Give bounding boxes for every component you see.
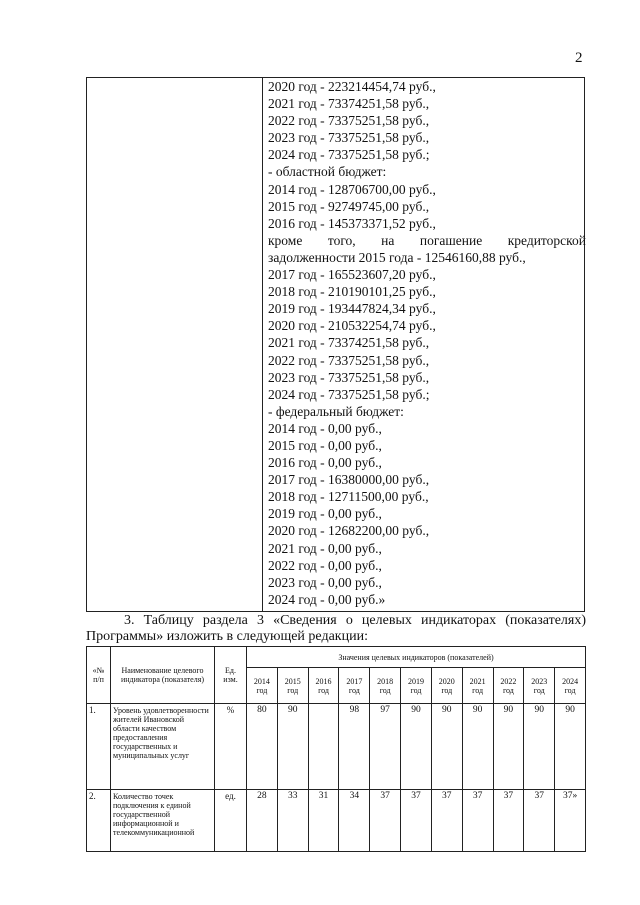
funding-line: 2023 год - 73375251,58 руб.,	[268, 130, 430, 146]
indicator-value: 31	[308, 790, 339, 852]
indicator-value: 90	[493, 704, 524, 790]
funding-line: кроме того, на погашение кредиторской	[268, 232, 586, 248]
funding-line: задолженности 2015 года - 12546160,88 руб.,	[268, 249, 526, 265]
year-header: 2022 год	[493, 668, 524, 704]
funding-line: 2020 год - 12682200,00 руб.,	[268, 523, 430, 539]
funding-line: 2017 год - 165523607,20 руб.,	[268, 267, 436, 283]
funding-line: 2019 год - 193447824,34 руб.,	[268, 301, 436, 317]
funding-line: 2024 год - 73375251,58 руб.;	[268, 386, 430, 402]
column-divider	[262, 78, 263, 611]
funding-line: 2016 год - 0,00 руб.,	[268, 455, 382, 471]
indicator-value: 37	[370, 790, 401, 852]
funding-line: 2022 год - 73375251,58 руб.,	[268, 352, 430, 368]
year-header: 2020 год	[431, 668, 462, 704]
year-header: 2015 год	[277, 668, 308, 704]
indicator-value: 37	[493, 790, 524, 852]
indicator-value: 90	[462, 704, 493, 790]
section-paragraph	[86, 613, 586, 645]
indicator-value: 98	[339, 704, 370, 790]
funding-line: 2015 год - 92749745,00 руб.,	[268, 198, 430, 214]
funding-line: 2018 год - 12711500,00 руб.,	[268, 489, 429, 505]
funding-line: 2017 год - 16380000,00 руб.,	[268, 472, 430, 488]
header-name: Наименование целевого индикатора (показателя)	[111, 647, 215, 704]
indicator-value: 90	[555, 704, 586, 790]
indicator-value: 37	[401, 790, 432, 852]
year-header: 2024 год	[555, 668, 586, 704]
indicator-unit: %	[215, 704, 247, 790]
indicators-table	[86, 646, 586, 852]
funding-line: - федеральный бюджет:	[268, 403, 404, 419]
row-num: 1.	[87, 704, 111, 790]
funding-line: 2019 год - 0,00 руб.,	[268, 506, 382, 522]
funding-line: 2014 год - 0,00 руб.,	[268, 420, 382, 436]
year-header: 2023 год	[524, 668, 555, 704]
year-header: 2018 год	[370, 668, 401, 704]
indicator-name: Количество точек подключения к единой государственной информационной и телекоммуникационной	[111, 790, 215, 852]
funding-line: 2024 год - 73375251,58 руб.;	[268, 147, 430, 163]
table-header-row	[87, 647, 586, 668]
funding-line: 2018 год - 210190101,25 руб.,	[268, 284, 436, 300]
indicator-name: Уровень удовлетворенности жителей Ивановской области качеством предоставления государственных и муниципальных услуг	[111, 704, 215, 790]
year-header: 2014 год	[247, 668, 278, 704]
indicator-value: 34	[339, 790, 370, 852]
funding-line: 2021 год - 73374251,58 руб.,	[268, 335, 430, 351]
funding-line: 2021 год - 73374251,58 руб.,	[268, 96, 430, 112]
funding-line: 2022 год - 73375251,58 руб.,	[268, 113, 430, 129]
year-header: 2021 год	[462, 668, 493, 704]
table-row	[87, 790, 586, 852]
header-num: «№ п/п	[87, 647, 111, 704]
indicator-value: 37	[431, 790, 462, 852]
funding-line: 2021 год - 0,00 руб.,	[268, 540, 382, 556]
row-num: 2.	[87, 790, 111, 852]
funding-line: 2015 год - 0,00 руб.,	[268, 437, 382, 453]
funding-line: 2020 год - 210532254,74 руб.,	[268, 318, 436, 334]
year-header: 2019 год	[401, 668, 432, 704]
funding-line: 2016 год - 145373371,52 руб.,	[268, 215, 436, 231]
indicator-value: 90	[401, 704, 432, 790]
funding-lines	[268, 78, 586, 608]
year-header: 2017 год	[339, 668, 370, 704]
indicator-value: 28	[247, 790, 278, 852]
paragraph-text: 3. Таблицу раздела 3 «Сведения о целевых индикаторах (показателях) Программы» изложить в следующей редакции:	[86, 613, 586, 644]
funding-line: 2014 год - 128706700,00 руб.,	[268, 181, 436, 197]
funding-line: - областной бюджет:	[268, 164, 387, 180]
indicator-value: 90	[277, 704, 308, 790]
funding-line: 2022 год - 0,00 руб.,	[268, 557, 382, 573]
table-row	[87, 704, 586, 790]
indicator-value: 90	[431, 704, 462, 790]
year-header: 2016 год	[308, 668, 339, 704]
indicator-unit: ед.	[215, 790, 247, 852]
indicator-value: 33	[277, 790, 308, 852]
indicator-value: 37	[462, 790, 493, 852]
header-unit: Ед. изм.	[215, 647, 247, 704]
header-values: Значения целевых индикаторов (показателей)	[247, 647, 586, 668]
funding-line: 2023 год - 73375251,58 руб.,	[268, 369, 430, 385]
funding-line: 2020 год - 223214454,74 руб.,	[268, 79, 436, 94]
indicator-value: 90	[524, 704, 555, 790]
funding-line: 2024 год - 0,00 руб.»	[268, 591, 386, 607]
indicator-value: 97	[370, 704, 401, 790]
page-number: 2	[575, 50, 583, 66]
indicator-value: 37»	[555, 790, 586, 852]
indicator-value: 80	[247, 704, 278, 790]
indicator-value: 37	[524, 790, 555, 852]
funding-line: 2023 год - 0,00 руб.,	[268, 574, 382, 590]
indicator-value	[308, 704, 339, 790]
